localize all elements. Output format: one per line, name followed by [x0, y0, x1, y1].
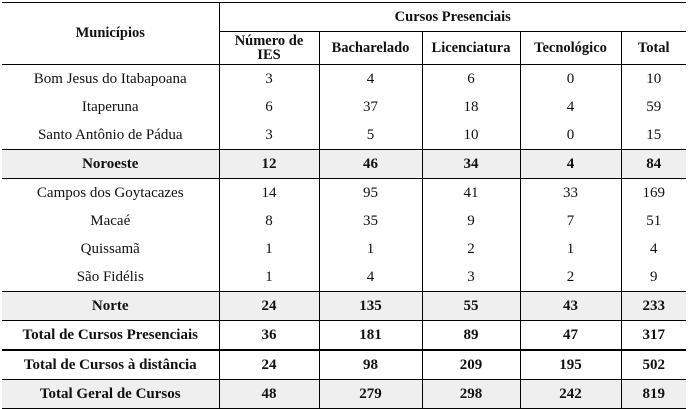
value-cell: 502: [621, 350, 686, 380]
total-presenciais-row: [2, 321, 686, 351]
value-cell: 12: [219, 150, 319, 179]
value-cell: 3: [422, 263, 520, 292]
value-cell: 6: [422, 65, 520, 94]
table-row: [2, 93, 686, 121]
value-cell: 89: [422, 321, 520, 351]
municipio-cell: Bom Jesus do Itabapoana: [2, 65, 219, 94]
municipio-cell: Total Geral de Cursos: [2, 380, 219, 409]
value-cell: 4: [520, 93, 621, 121]
municipio-cell: Norte: [2, 292, 219, 321]
table-row: [2, 207, 686, 235]
header-cursos-presenciais: Cursos Presenciais: [219, 3, 686, 32]
value-cell: 7: [520, 207, 621, 235]
value-cell: 43: [520, 292, 621, 321]
value-cell: 55: [422, 292, 520, 321]
municipio-cell: Macaé: [2, 207, 219, 235]
value-cell: 95: [319, 179, 422, 208]
table-row: [2, 65, 686, 94]
value-cell: 59: [646, 98, 662, 115]
value-cell: 169: [642, 184, 665, 201]
value-cell: 6: [219, 93, 319, 121]
value-cell: 46: [319, 150, 422, 179]
value-cell: 195: [520, 350, 621, 380]
value-cell: 10: [422, 121, 520, 150]
value-cell: 317: [642, 326, 665, 343]
value-cell: 233: [621, 292, 686, 321]
header-tecnologico: Tecnológico: [520, 32, 621, 65]
value-cell: 242: [520, 380, 621, 409]
table-row: [2, 235, 686, 263]
value-cell: 84: [621, 150, 686, 179]
table-row: [2, 179, 686, 208]
value-cell: 279: [319, 380, 422, 409]
value-cell: 3: [219, 65, 319, 94]
subtotal-row-noroeste: [2, 150, 686, 179]
value-cell: 14: [219, 179, 319, 208]
value-cell: 4: [319, 263, 422, 292]
value-cell: 1: [319, 235, 422, 263]
municipio-cell: Itaperuna: [2, 93, 219, 121]
table-header: [2, 3, 686, 65]
value-cell: 18: [422, 93, 520, 121]
value-cell: 819: [621, 380, 686, 409]
municipio-cell: Total de Cursos Presenciais: [2, 321, 219, 351]
value-cell: 4: [319, 65, 422, 94]
value-cell: 10: [646, 70, 662, 87]
value-cell: 8: [219, 207, 319, 235]
value-cell: 34: [422, 150, 520, 179]
municipio-cell: Santo Antônio de Pádua: [2, 121, 219, 150]
municipio-cell: Campos dos Goytacazes: [2, 179, 219, 208]
value-cell: 4: [650, 240, 658, 257]
municipio-cell: Total de Cursos à distância: [2, 350, 219, 380]
value-cell: 1: [520, 235, 621, 263]
courses-table: [2, 2, 686, 409]
value-cell: 98: [319, 350, 422, 380]
header-total: Total: [621, 32, 686, 65]
value-cell: 2: [422, 235, 520, 263]
value-cell: 0: [520, 121, 621, 150]
value-cell: 35: [319, 207, 422, 235]
total-distancia-row: [2, 350, 686, 380]
value-cell: 24: [219, 292, 319, 321]
total-geral-row: [2, 380, 686, 409]
value-cell: 51: [646, 212, 662, 229]
value-cell: 36: [219, 321, 319, 351]
value-cell: 3: [219, 121, 319, 150]
value-cell: 209: [422, 350, 520, 380]
value-cell: 15: [621, 121, 686, 150]
value-cell: 41: [422, 179, 520, 208]
value-cell: 0: [520, 65, 621, 94]
value-cell: 9: [621, 263, 686, 292]
header-municipios: Municípios: [2, 3, 219, 65]
header-numero-ies: [219, 32, 319, 65]
value-cell: 4: [520, 150, 621, 179]
value-cell: 37: [319, 93, 422, 121]
value-cell: 33: [520, 179, 621, 208]
value-cell: 135: [319, 292, 422, 321]
subtotal-row-norte: [2, 292, 686, 321]
header-numero-ies-line1: Número de: [234, 33, 304, 49]
table-row: [2, 263, 686, 292]
header-bacharelado: Bacharelado: [319, 32, 422, 65]
value-cell: 181: [319, 321, 422, 351]
value-cell: 1: [219, 235, 319, 263]
value-cell: 298: [422, 380, 520, 409]
value-cell: 47: [520, 321, 621, 351]
value-cell: 5: [319, 121, 422, 150]
municipio-cell: Noroeste: [2, 150, 219, 179]
header-licenciatura: Licenciatura: [422, 32, 520, 65]
value-cell: 9: [422, 207, 520, 235]
value-cell: 48: [219, 380, 319, 409]
header-numero-ies-line2: IES: [257, 47, 281, 63]
municipio-cell: São Fidélis: [2, 263, 219, 292]
value-cell: 24: [219, 350, 319, 380]
value-cell: 1: [219, 263, 319, 292]
municipio-cell: Quissamã: [2, 235, 219, 263]
value-cell: 2: [520, 263, 621, 292]
table-row: [2, 121, 686, 150]
